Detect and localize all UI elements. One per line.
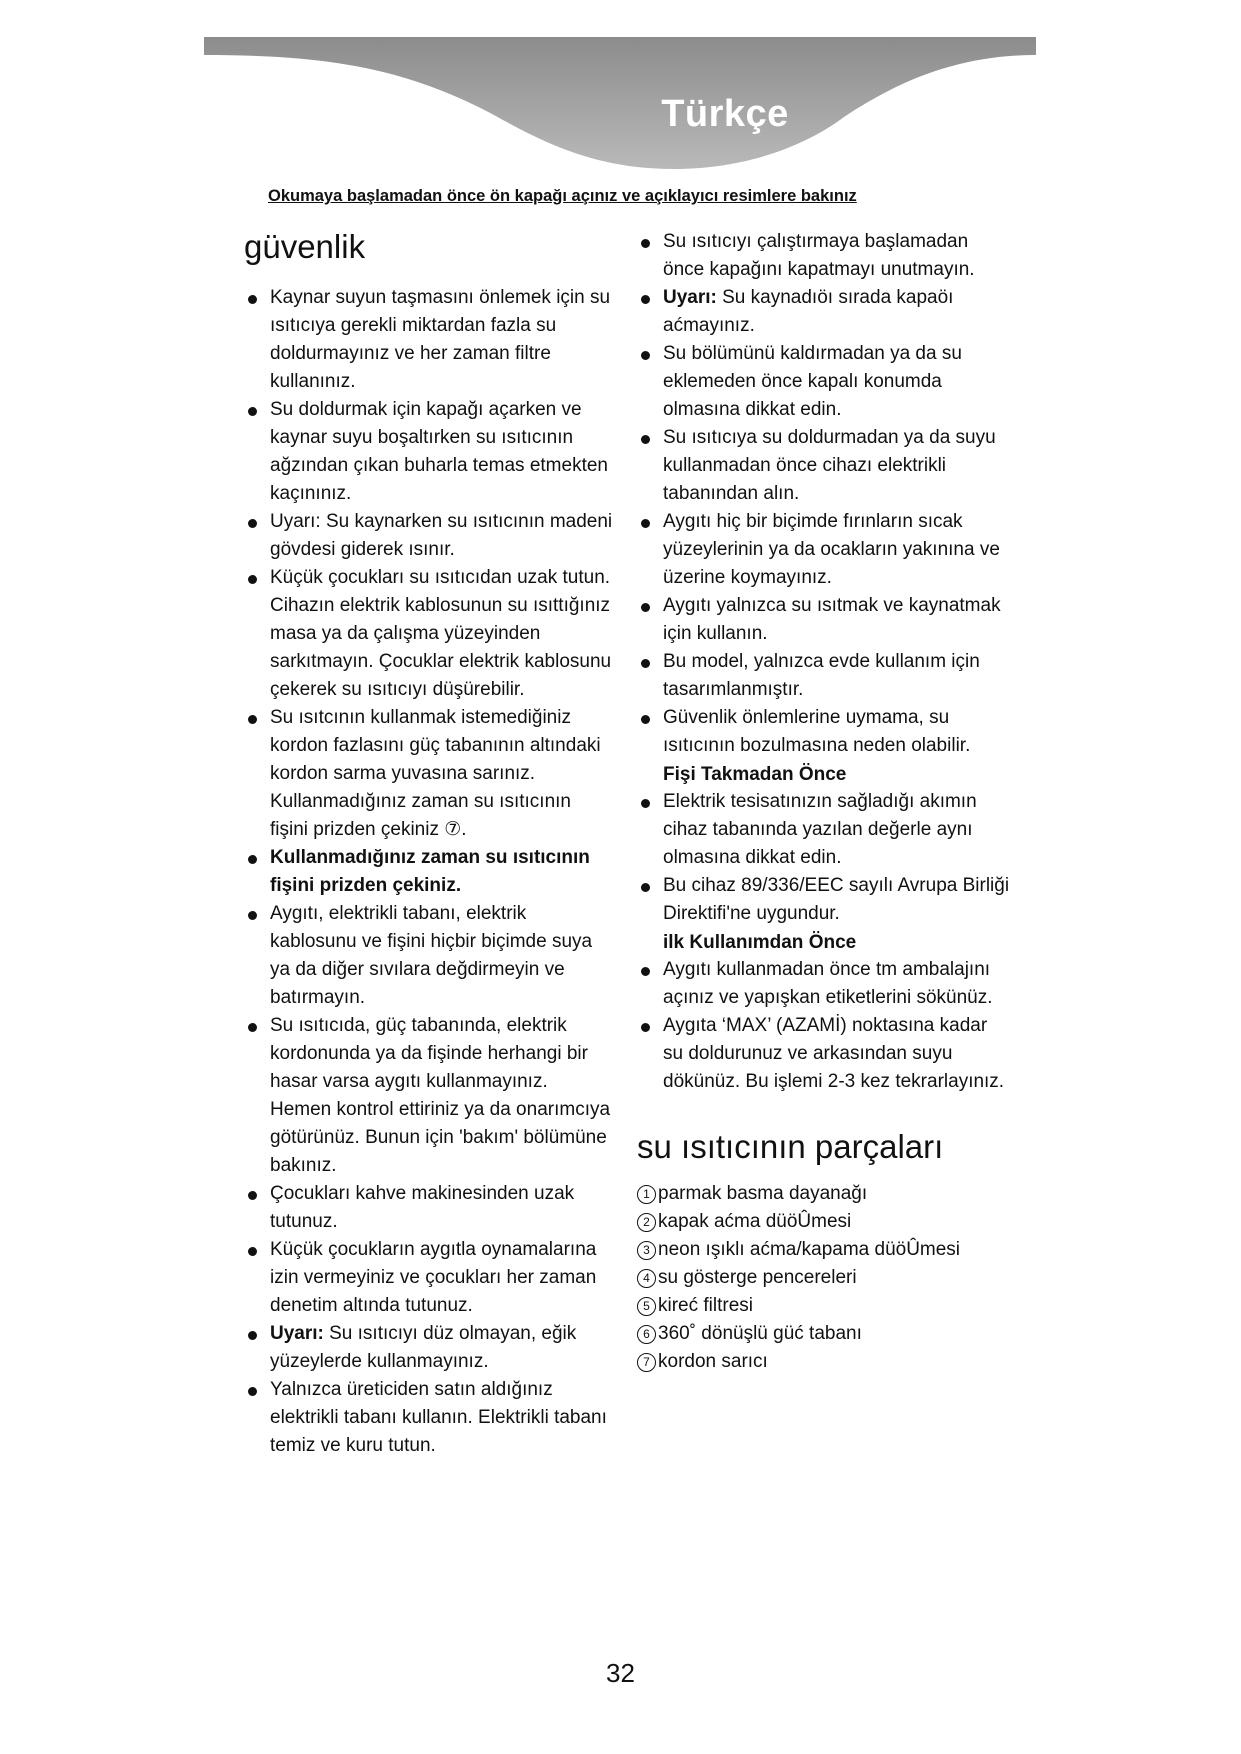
circled-number: 1 [637, 1185, 656, 1204]
part-item: 2 kapak aćma düöÛmesi [637, 1208, 1012, 1236]
list-item: Güvenlik önlemlerine uymama, su ısıtıcının bozulmasına neden olabilir. [637, 704, 1012, 760]
part-item: 4 su gösterge pencereleri [637, 1264, 1012, 1292]
bullet-icon [641, 351, 650, 360]
plug-list [637, 788, 1012, 928]
list-item: Uyarı: Su kaynadıöı sırada kapaöı aćmayınız. [637, 284, 1012, 340]
bullet-icon [641, 603, 650, 612]
plug-heading: Fişi Takmadan Önce [663, 764, 847, 785]
bullet-icon [641, 295, 650, 304]
list-item: Uyarı: Su ısıtıcıyı düz olmayan, eğik yüzeylerde kullanmayınız. [244, 1320, 614, 1376]
list-item: Küçük çocukların aygıtla oynamalarına izin vermeyiniz ve çocukları her zaman denetim altında tutunuz. [244, 1236, 614, 1320]
safety-list-right [637, 228, 1012, 760]
list-item: Su doldurmak için kapağı açarken ve kaynar suyu boşaltırken su ısıtıcının ağzından çıkan buharla temas etmekten kaçınınız. [244, 396, 614, 508]
header-band [204, 37, 1036, 172]
list-item: Su bölümünü kaldırmadan ya da su eklemeden önce kapalı konumda olmasına dikkat edin. [637, 340, 1012, 424]
bullet-icon [248, 407, 257, 416]
bullet-icon [641, 239, 650, 248]
list-item: Bu cihaz 89/336/EEC sayılı Avrupa Birliği Direktifi'ne uygundur. [637, 872, 1012, 928]
list-item: Aygıtı, elektrikli tabanı, elektrik kablosunu ve fişini hiçbir biçimde suya ya da diğer sıvılara değdirmeyin ve batırmayın. [244, 900, 614, 1012]
bullet-icon [641, 883, 650, 892]
circled-number: ⑦ [444, 819, 462, 840]
circled-number: 7 [637, 1353, 656, 1372]
list-item: Küçük çocukları su ısıtıcıdan uzak tutun. Cihazın elektrik kablosunun su ısıttığınız masa ya da çalışma yüzeyinden sarkıtmayın. Çocuklar elektrik kablosunu çekerek su ısıtıcıyı düşürebilir. [244, 564, 614, 704]
bullet-icon [641, 659, 650, 668]
bullet-icon [248, 519, 257, 528]
bullet-icon [248, 295, 257, 304]
page-title: Türkçe [661, 93, 789, 135]
bullet-icon [641, 519, 650, 528]
circled-number: 6 [637, 1325, 656, 1344]
circled-number: 2 [637, 1213, 656, 1232]
circled-number: 3 [637, 1241, 656, 1260]
list-item: Aygıtı yalnızca su ısıtmak ve kaynatmak için kullanın. [637, 592, 1012, 648]
bullet-icon [641, 967, 650, 976]
list-item: Su ısıtıcıya su doldurmadan ya da suyu kullanmadan önce cihazı elektrikli tabanından alın. [637, 424, 1012, 508]
bullet-icon [248, 1331, 257, 1340]
first-use-list [637, 956, 1012, 1096]
list-item: Yalnızca üreticiden satın aldığınız elektrikli tabanı kullanın. Elektrikli tabanı temiz ve kuru tutun. [244, 1376, 614, 1460]
list-item: Elektrik tesisatınızın sağladığı akımın cihaz tabanında yazılan değerle aynı olmasına dikkat edin. [637, 788, 1012, 872]
list-item: Bu model, yalnızca evde kullanım için tasarımlanmıştır. [637, 648, 1012, 704]
bullet-icon [248, 1247, 257, 1256]
bullet-icon [248, 1191, 257, 1200]
part-item: 6 360˚ dönüşlü güć tabanı [637, 1320, 1012, 1348]
part-item: 7 kordon sarıcı [637, 1348, 1012, 1376]
bullet-icon [641, 799, 650, 808]
page-number: 32 [606, 1658, 635, 1688]
safety-heading: güvenlik [244, 228, 366, 265]
bullet-icon [641, 715, 650, 724]
list-item: Aygıtı hiç bir biçimde fırınların sıcak yüzeylerinin ya da ocakların yakınına ve üzerine koymayınız. [637, 508, 1012, 592]
list-item: Uyarı: Su kaynarken su ısıtıcının madeni gövdesi giderek ısınır. [244, 508, 614, 564]
list-item: Aygıtı kullanmadan önce tm ambalajını açınız ve yapışkan etiketlerini sökünüz. [637, 956, 1012, 1012]
list-item: Kullanmadığınız zaman su ısıtıcının fişini prizden çekiniz. [244, 844, 614, 900]
bullet-icon [248, 575, 257, 584]
bullet-icon [248, 715, 257, 724]
parts-heading: su ısıtıcının parçaları [637, 1128, 944, 1165]
part-item: 1 parmak basma dayanağı [637, 1180, 1012, 1208]
part-item: 5 kireć filtresi [637, 1292, 1012, 1320]
safety-list-left [244, 284, 614, 1460]
parts-list [637, 1180, 1012, 1376]
intro-instruction: Okumaya başlamadan önce ön kapağı açınız ve açıklayıcı resimlere bakınız [268, 187, 857, 205]
bullet-icon [641, 435, 650, 444]
list-item: Su ısıtcının kullanmak istemediğiniz kordon fazlasını güç tabanının altındaki kordon sarma yuvasına sarınız. Kullanmadığınız zaman su ısıtıcının fişini prizden çekiniz ⑦. [244, 704, 614, 844]
first-use-heading: ilk Kullanımdan Önce [663, 932, 857, 953]
list-item: Kaynar suyun taşmasını önlemek için su ısıtıcıya gerekli miktardan fazla su doldurmayınız ve her zaman filtre kullanınız. [244, 284, 614, 396]
bullet-icon [248, 911, 257, 920]
circled-number: 4 [637, 1269, 656, 1288]
part-item: 3 neon ışıklı aćma/kapama düöÛmesi [637, 1236, 1012, 1264]
left-column [244, 228, 614, 1460]
bullet-icon [248, 1387, 257, 1396]
list-item: Su ısıtıcıda, güç tabanında, elektrik kordonunda ya da fişinde herhangi bir hasar varsa aygıtı kullanmayınız. Hemen kontrol ettiriniz ya da onarımcıya götürünüz. Bunun için 'bakım' bölümüne bakınız. [244, 1012, 614, 1180]
list-item: Çocukları kahve makinesinden uzak tutunuz. [244, 1180, 614, 1236]
bullet-icon [248, 855, 257, 864]
right-column [637, 228, 1012, 1376]
circled-number: 5 [637, 1297, 656, 1316]
bullet-icon [248, 1023, 257, 1032]
list-item: Su ısıtıcıyı çalıştırmaya başlamadan önce kapağını kapatmayı unutmayın. [637, 228, 1012, 284]
list-item: Aygıta ‘MAX’ (AZAMİ) noktasına kadar su doldurunuz ve arkasından suyu dökünüz. Bu işlemi 2-3 kez tekrarlayınız. [637, 1012, 1012, 1096]
bullet-icon [641, 1023, 650, 1032]
